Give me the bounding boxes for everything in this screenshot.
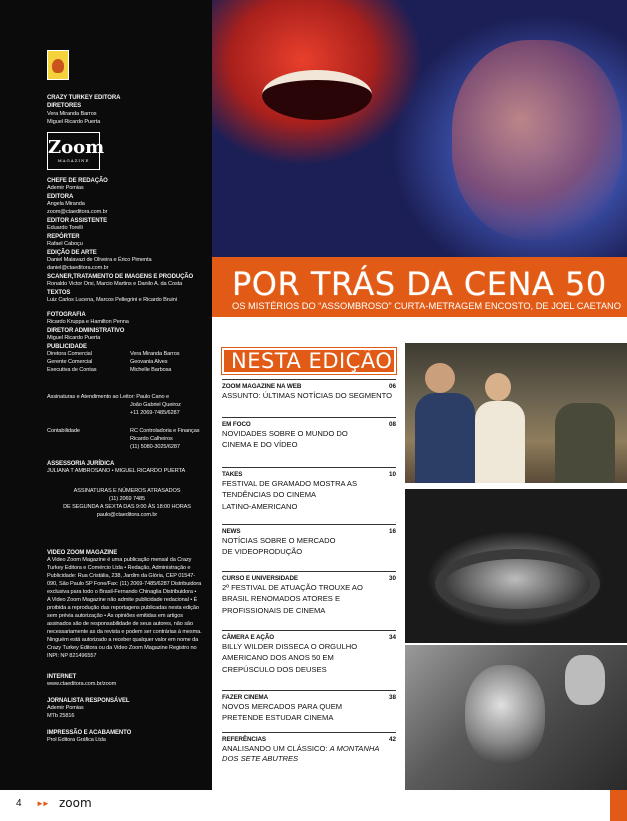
toc-desc: AMERICANO DOS ANOS 50 EM	[222, 653, 334, 663]
toc-section: CÂMERA E AÇÃO	[222, 634, 275, 641]
toc-page: 42	[388, 736, 396, 743]
admin: Miguel Ricardo Puerta	[47, 335, 101, 341]
toc-section: FAZER CINEMA	[222, 694, 269, 701]
director: Miguel Ricardo Puerta	[47, 119, 101, 125]
chief-editor-label: CHEFE DE REDAÇÃO	[47, 178, 108, 184]
toc-desc: DE VIDEOPRODUÇÃO	[222, 547, 303, 557]
journalist: Ademir Pomias	[47, 705, 84, 711]
assistant: Eduardo Torelli	[47, 225, 83, 231]
about-line: sem prévia autorização • As opiniões emitidas em artigos	[47, 613, 183, 619]
page-number: 4	[16, 798, 22, 809]
reporter-label: REPÓRTER	[47, 234, 80, 240]
directors-label: DIRETORES	[47, 103, 81, 109]
ads-role: Executiva de Contas	[47, 367, 97, 373]
stage-photo	[405, 489, 627, 643]
feature-title: POR TRÁS DA CENA 50	[232, 265, 607, 303]
accounting: RC Controladoria e Finanças	[130, 428, 200, 434]
scan: Ronaldo Victor Orsi, Marcio Martins e Danilo A. da Costa	[47, 281, 183, 287]
back-issues: ASSINATURAS E NÚMEROS ATRASADOS	[73, 488, 181, 494]
photo-label: FOTOGRAFIA	[47, 312, 86, 318]
toc-title: NESTA EDIÇÃO	[231, 349, 393, 373]
editor-label: EDITORA	[47, 194, 74, 200]
back-issues-email: paulo@ctaeditora.com.br	[96, 512, 158, 518]
footer-brand: zoom	[59, 796, 92, 810]
toc-divider	[222, 732, 396, 733]
about-line: necessariamente as da revista e podem ser contrárias à mesma.	[47, 629, 202, 635]
texts: Luiz Carlos Lucena, Marcos Pellegrini e Ricardo Bruini	[47, 297, 177, 303]
toc-desc: NOTÍCIAS SOBRE O MERCADO	[222, 536, 336, 545]
toc-section: NEWS	[222, 528, 241, 535]
editor-email: zoom@ctaeditora.com.br	[47, 209, 108, 215]
toc-desc: PRETENDE ESTUDAR CINEMA	[222, 713, 334, 723]
print-label: IMPRESSÃO E ACABAMENTO	[47, 730, 132, 736]
about-line: A Video Zoom Magazine não admite publicidade redacional • É	[47, 597, 198, 603]
toc-desc: ASSUNTO: ÚLTIMAS NOTÍCIAS DO SEGMENTO	[222, 391, 393, 400]
hero-mouth	[262, 70, 372, 120]
turkey-icon	[52, 59, 64, 73]
toc-section: EM FOCO	[222, 421, 251, 428]
admin-label: DIRETOR ADMINISTRATIVO	[47, 328, 125, 334]
accounting-label: Contabilidade	[47, 428, 80, 434]
service-line: João Gabriel Queiroz	[130, 402, 181, 408]
ads-name: Geovania Alves	[130, 359, 168, 365]
toc-page: 08	[388, 421, 396, 428]
journalist-label: JORNALISTA RESPONSÁVEL	[47, 698, 130, 704]
toc-page: 06	[388, 383, 396, 390]
toc-divider	[222, 630, 396, 631]
toc-entry[interactable]	[222, 383, 396, 401]
toc-desc: PROFISSIONAIS DE CINEMA	[222, 605, 326, 615]
toc-entry[interactable]	[222, 575, 396, 616]
toc-section: REFERÊNCIAS	[222, 736, 267, 743]
ads-role: Diretora Comercial	[47, 351, 92, 357]
toc-divider	[222, 524, 396, 525]
toc-page: 38	[388, 694, 396, 701]
toc-entry[interactable]	[222, 634, 396, 675]
reporter: Rafael Caboçu	[47, 241, 83, 247]
about-label: VIDEO ZOOM MAGAZINE	[47, 550, 118, 556]
feature-band	[212, 257, 627, 317]
director: Vera Miranda Barros	[47, 111, 97, 117]
arrows-icon: ►►	[36, 799, 48, 808]
hero-face	[452, 40, 622, 240]
hero-photo	[212, 0, 627, 257]
about-line: Publicidade: Rua Cristália, 238, Jardim da Glória, CEP 01547-	[47, 573, 196, 579]
toc-section: TAKES	[222, 471, 243, 478]
toc-divider	[222, 690, 396, 691]
toc-desc: TENDÊNCIAS DO CINEMA	[222, 490, 317, 500]
art-email: daniel@ctaeditora.com.br	[47, 265, 109, 271]
assistant-label: EDITOR ASSISTENTE	[47, 218, 107, 224]
toc-entry[interactable]	[222, 471, 396, 512]
about-line: 090, São Paulo SP Fone/Fax: (11) 2069-7485/6287 Distribuidora	[47, 581, 202, 587]
corner-block	[610, 790, 627, 821]
service-phone: +11 2069-7485/6287	[130, 410, 180, 416]
ads-role: Gerente Comercial	[47, 359, 93, 365]
toc-title-tab	[222, 348, 396, 374]
toc-entry[interactable]	[222, 421, 396, 451]
publisher: CRAZY TURKEY EDITORA	[47, 95, 121, 101]
back-issues-hours: DE SEGUNDA A SEXTA DAS 9:00 ÀS 18:00 HORAS	[63, 504, 191, 510]
film-still-photo	[405, 645, 627, 790]
about-line: proibida a reprodução das reportagens publicadas nesta edição	[47, 605, 199, 611]
ads-name: Michelle Barbosa	[130, 367, 172, 373]
chief-editor: Ademir Pomias	[47, 185, 84, 191]
zoom-magazine-logo: Zoom MAGAZINE	[47, 132, 100, 170]
ads-label: PUBLICIDADE	[47, 344, 87, 350]
toc-desc: CINEMA E DO VÍDEO	[222, 440, 298, 450]
about-line: exclusiva para todo o Brasil-Fernando Chinaglia Distribuidora •	[47, 589, 197, 595]
toc-entry[interactable]	[222, 694, 396, 724]
printer: Prol Editora Gráfica Ltda	[47, 737, 106, 743]
toc-divider	[222, 379, 396, 380]
accounting-phone: (11) 5080-3025/6287	[130, 444, 180, 450]
toc-desc: CREPÚSCULO DOS DEUSES	[222, 664, 327, 674]
about-line: Crazy Turkey Editora ou da Video Zoom Magazine Registro no	[47, 645, 197, 651]
crazy-turkey-logo	[47, 50, 69, 80]
audience-photo	[405, 343, 627, 483]
toc-section: ZOOM MAGAZINE NA WEB	[222, 383, 302, 390]
toc-desc: 2º FESTIVAL DE ATUAÇÃO TROUXE AO	[222, 583, 363, 592]
internet-label: INTERNET	[47, 674, 77, 680]
toc-page: 16	[388, 528, 396, 535]
about-line: INPI: NP 821496557	[47, 653, 97, 659]
toc-divider	[222, 467, 396, 468]
masthead-column	[0, 0, 212, 790]
toc-page: 34	[388, 634, 396, 641]
legal-label: ASSESSORIA JURÍDICA	[47, 461, 115, 467]
about-line: Turkey Editora e Comércio Ltda • Redação, Administração e	[47, 565, 191, 571]
feature-subtitle: OS MISTÉRIOS DO “ASSOMBROSO” CURTA-METRAGEM ENCOSTO, DE JOEL CAETANO	[232, 301, 621, 311]
toc-divider	[222, 417, 396, 418]
texts-label: TEXTOS	[47, 290, 71, 296]
toc-desc: NOVIDADES SOBRE O MUNDO DO	[222, 429, 348, 438]
toc-page: 10	[388, 471, 396, 478]
journalist-mtb: MTb 25816	[47, 713, 75, 719]
toc-desc: FESTIVAL DE GRAMADO MOSTRA AS	[222, 479, 358, 488]
service-line: Assinaturas e Atendimento ao Leitor: Paulo Cano e	[47, 394, 169, 400]
accounting: Ricardo Calheiros	[130, 436, 173, 442]
art: Daniel Malavazi de Oliveira e Érico Pimenta	[47, 257, 152, 263]
internet-url[interactable]: www.ctaeditora.com.br/zoom	[47, 681, 117, 687]
about-line: Ninguém está autorizado a receber qualquer valor em nome da	[47, 637, 199, 643]
scan-label: SCANER,TRATAMENTO DE IMAGENS E PRODUÇÃO	[47, 274, 194, 280]
photo-credit: Ricardo Kruppa e Hamilton Penna	[47, 319, 129, 325]
back-issues-phone: (11) 2069 7485	[108, 496, 146, 502]
toc-desc: NOVOS MERCADOS PARA QUEM	[222, 702, 343, 711]
toc-section: CURSO E UNIVERSIDADE	[222, 575, 299, 582]
editor: Angela Miranda	[47, 201, 85, 207]
toc-entry[interactable]	[222, 736, 396, 765]
ads-name: Vera Miranda Barros	[130, 351, 180, 357]
toc-desc: ANALISANDO UM CLÁSSICO: A MONTANHA DOS SETE ABUTRES	[222, 744, 380, 764]
toc-desc: BILLY WILDER DISSECA O ORGULHO	[222, 642, 358, 651]
toc-desc: BRASIL RENOMADOS ATORES E	[222, 594, 341, 604]
art-label: EDIÇÃO DE ARTE	[47, 250, 97, 256]
toc-divider	[222, 571, 396, 572]
toc-page: 30	[388, 575, 396, 582]
toc-desc: LATINO-AMERICANO	[222, 501, 298, 511]
about-line: assinados são de responsabilidade de seus autores, não são	[47, 621, 193, 627]
toc-entry[interactable]	[222, 528, 396, 558]
about-line: A Video Zoom Magazine é uma publicação mensal da Crazy	[47, 557, 192, 563]
legal: JULIANA T AMBROSANO • MIGUEL RICARDO PUERTA	[47, 468, 186, 474]
